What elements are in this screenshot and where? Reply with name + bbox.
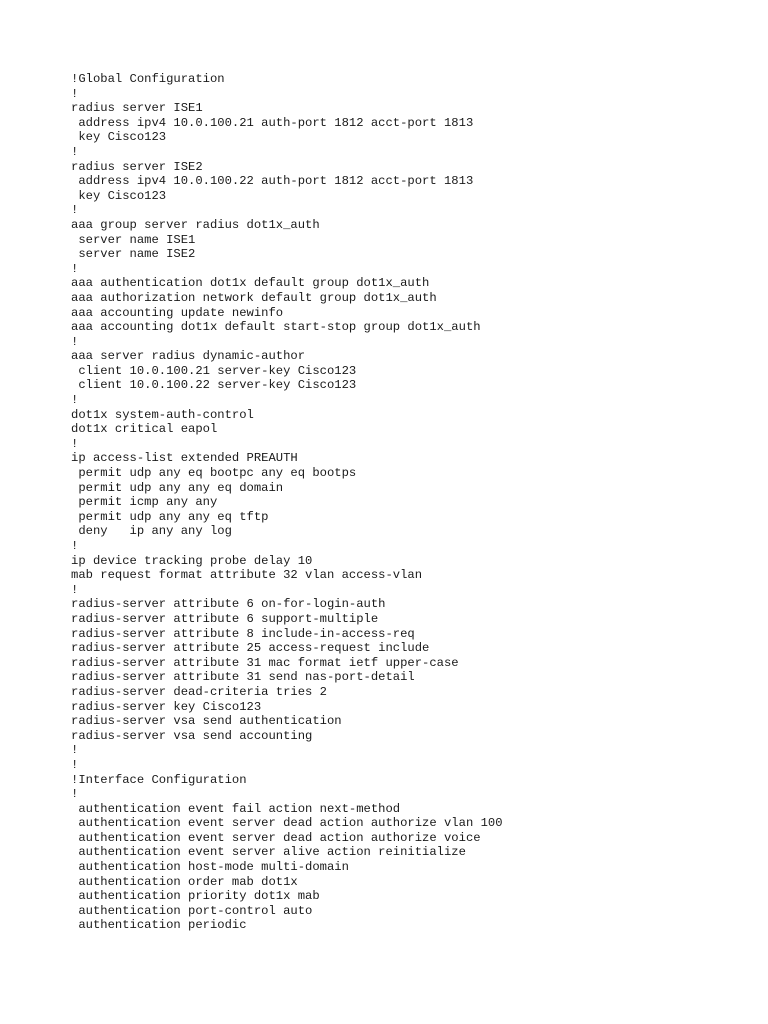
config-line: radius-server vsa send authentication bbox=[71, 714, 342, 729]
config-line: ! bbox=[71, 261, 79, 276]
config-line: authentication periodic bbox=[71, 918, 247, 933]
config-line: radius-server attribute 31 mac format ietf upper-case bbox=[71, 655, 459, 670]
config-line: permit udp any eq bootpc any eq bootps bbox=[71, 466, 357, 481]
config-line: client 10.0.100.22 server-key Cisco123 bbox=[71, 378, 357, 393]
config-line: radius-server key Cisco123 bbox=[71, 699, 262, 714]
config-line: radius-server dead-criteria tries 2 bbox=[71, 684, 327, 699]
config-line: ip device tracking probe delay 10 bbox=[71, 553, 313, 568]
config-line: ! bbox=[71, 86, 79, 101]
config-line: address ipv4 10.0.100.22 auth-port 1812 acct-port 1813 bbox=[71, 174, 474, 189]
config-line: authentication event server alive action reinitialize bbox=[71, 845, 466, 860]
config-line: ! bbox=[71, 334, 79, 349]
config-line: aaa group server radius dot1x_auth bbox=[71, 217, 320, 232]
config-line: radius server ISE2 bbox=[71, 159, 203, 174]
config-line: mab request format attribute 32 vlan access-vlan bbox=[71, 568, 423, 583]
config-line: permit icmp any any bbox=[71, 495, 218, 510]
config-line: ! bbox=[71, 582, 79, 597]
config-line: ! bbox=[71, 757, 79, 772]
config-line: server name ISE1 bbox=[71, 232, 196, 247]
config-line: authentication event fail action next-method bbox=[71, 801, 401, 816]
config-line: authentication event server dead action authorize voice bbox=[71, 830, 481, 845]
config-line: ! bbox=[71, 144, 79, 159]
config-line: ! bbox=[71, 393, 79, 408]
config-line: ! bbox=[71, 743, 79, 758]
config-line: key Cisco123 bbox=[71, 188, 167, 203]
config-line: ! bbox=[71, 539, 79, 553]
config-line: authentication event server dead action authorize vlan 100 bbox=[71, 816, 503, 831]
config-line: ip access-list extended PREAUTH bbox=[71, 451, 298, 466]
config-line: dot1x system-auth-control bbox=[71, 407, 254, 422]
config-text-block bbox=[71, 72, 751, 933]
config-line: radius-server vsa send accounting bbox=[71, 728, 313, 743]
config-line: permit udp any any eq domain bbox=[71, 480, 284, 495]
config-line: radius-server attribute 25 access-request include bbox=[71, 641, 430, 656]
config-line: ! bbox=[71, 436, 79, 451]
config-line: key Cisco123 bbox=[71, 130, 167, 145]
config-line: radius-server attribute 6 support-multiple bbox=[71, 611, 379, 626]
config-line: aaa accounting update newinfo bbox=[71, 305, 284, 320]
config-line: radius-server attribute 8 include-in-access-req bbox=[71, 626, 415, 641]
config-line: radius server ISE1 bbox=[71, 101, 203, 116]
config-line: client 10.0.100.21 server-key Cisco123 bbox=[71, 363, 357, 378]
config-line: address ipv4 10.0.100.21 auth-port 1812 acct-port 1813 bbox=[71, 115, 474, 130]
config-line: deny ip any any log bbox=[71, 524, 232, 539]
config-line: permit udp any any eq tftp bbox=[71, 509, 269, 524]
config-line: aaa accounting dot1x default start-stop group dot1x_auth bbox=[71, 320, 481, 335]
config-line: radius-server attribute 31 send nas-port-detail bbox=[71, 670, 415, 685]
config-line: ! bbox=[71, 203, 79, 218]
config-line: ! bbox=[71, 787, 79, 802]
config-line: !Interface Configuration bbox=[71, 772, 247, 787]
config-line: aaa authorization network default group dot1x_auth bbox=[71, 290, 437, 305]
config-line: aaa authentication dot1x default group dot1x_auth bbox=[71, 276, 430, 291]
config-line: server name ISE2 bbox=[71, 247, 196, 262]
config-line: dot1x critical eapol bbox=[71, 422, 218, 437]
config-line: aaa server radius dynamic-author bbox=[71, 349, 306, 364]
config-line: authentication priority dot1x mab bbox=[71, 889, 320, 904]
config-line: radius-server attribute 6 on-for-login-auth bbox=[71, 597, 386, 612]
config-line: !Global Configuration bbox=[71, 72, 225, 86]
config-line: authentication host-mode multi-domain bbox=[71, 860, 349, 875]
config-line: authentication port-control auto bbox=[71, 903, 313, 918]
config-line: authentication order mab dot1x bbox=[71, 874, 298, 889]
